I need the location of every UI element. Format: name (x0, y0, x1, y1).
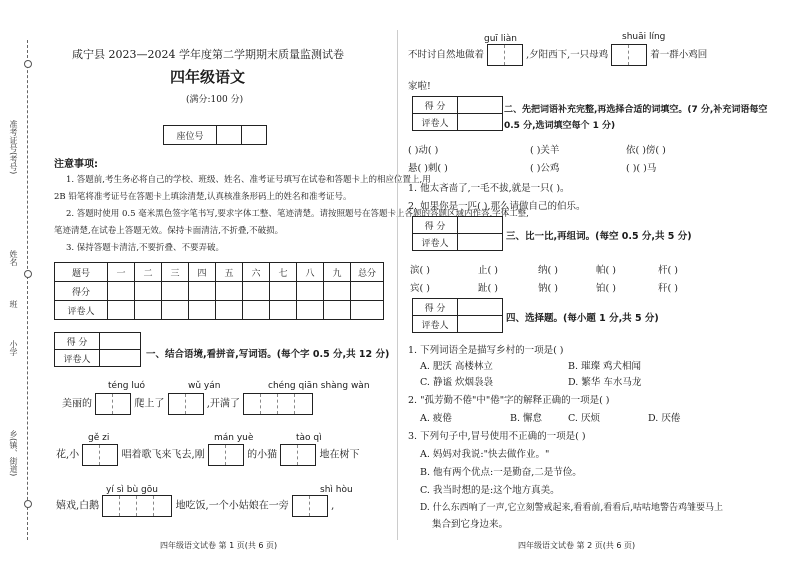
mc-question-1: 1. 下列词语全是描写乡村的一项是( ) (408, 345, 564, 356)
score-cell[interactable] (189, 282, 216, 301)
score-cell[interactable] (270, 282, 297, 301)
mc-option[interactable]: A. 疲倦 (420, 413, 452, 424)
score-cell[interactable] (216, 282, 243, 301)
grader-reviewer-label: 评卷人 (413, 316, 458, 333)
answer-box[interactable] (102, 495, 172, 517)
mc-option[interactable]: D. 厌倦 (648, 413, 681, 424)
score-header: 六 (243, 263, 270, 282)
score-header: 九 (324, 263, 351, 282)
sentence-text: ,开满了 (206, 398, 240, 410)
grader-score-cell[interactable] (458, 97, 503, 114)
town-label: 乡(镇、街道) (9, 430, 18, 477)
grader-score-cell[interactable] (458, 217, 503, 234)
page-footer-left: 四年级语文试卷 第 1 页(共 6 页) (160, 541, 278, 550)
grader-score-label: 得 分 (413, 299, 458, 316)
grader-reviewer-cell[interactable] (458, 234, 503, 251)
sentence-text: 爬上了 (134, 398, 165, 410)
score-header: 总分 (351, 263, 384, 282)
score-header: 题号 (55, 263, 108, 282)
seat-cell[interactable] (217, 126, 242, 145)
pinyin-label: gě zi (88, 433, 110, 443)
score-cell[interactable] (108, 282, 135, 301)
grader-reviewer-label: 评卷人 (413, 114, 458, 131)
grader-box-4 (412, 298, 503, 333)
word-fill[interactable]: ( )动( ) (408, 145, 439, 156)
answer-box[interactable] (208, 444, 244, 466)
compare-pair[interactable]: 趾( ) (478, 283, 498, 294)
question-2-1: 1. 他太吝啬了,一毛不拔,就是一只( )。 (408, 183, 570, 194)
section-2-title: 二、先把词语补充完整,再选择合适的词填空。(7 分,补充词语每空 0.5 分,选词填空每个 1 分) (504, 105, 768, 131)
sentence-text: 嬉戏,白鹅 (56, 500, 100, 512)
total-score: (满分:100 分) (186, 95, 244, 105)
pinyin-label: shuāi líng (622, 32, 666, 42)
compare-pair[interactable]: 秆( ) (658, 283, 678, 294)
score-cell[interactable] (351, 301, 384, 320)
question-2-2: 2. 如果你是一匹( ),那么请做自己的伯乐。 (408, 201, 586, 212)
seat-label: 座位号 (164, 126, 217, 145)
grader-reviewer-cell[interactable] (100, 350, 141, 367)
sentence-line-1 (62, 393, 313, 415)
grader-score-label: 得 分 (413, 217, 458, 234)
score-cell[interactable] (162, 282, 189, 301)
mc-option[interactable]: D. 繁华 车水马龙 (568, 377, 642, 388)
sentence-text: , (331, 500, 335, 512)
cut-line (27, 40, 28, 540)
score-cell[interactable] (243, 301, 270, 320)
note-line: 1. 答题前,考生务必将自己的学校、班级、姓名、准考证号填写在试卷和答题卡上的相应位置上,用 (66, 175, 431, 185)
note-line: 3. 保持答题卡清洁,不要折叠、不要弄破。 (66, 243, 225, 253)
exam-number-label: 准考证号(考号) (9, 120, 18, 175)
note-line: 2B 铅笔将准考证号在答题卡上填涂清楚,认真核准条形码上的姓名和准考证号。 (54, 192, 352, 202)
word-fill[interactable]: ( )关羊 (530, 145, 560, 156)
sentence-text: 美丽的 (62, 398, 92, 410)
class-label: 班 (9, 300, 18, 308)
sentence-text: 地吃饭,一个小姑娘在一旁 (175, 500, 289, 512)
grader-score-label: 得 分 (55, 333, 100, 350)
compare-pair[interactable]: 铂( ) (596, 283, 616, 294)
section-4-title: 四、选择题。(每小题 1 分,共 5 分) (506, 313, 659, 324)
score-cell[interactable] (216, 301, 243, 320)
sentence-text: 着一群小鸡回 (650, 49, 708, 61)
compare-pair[interactable]: 纳( ) (538, 265, 558, 276)
score-cell[interactable] (189, 301, 216, 320)
page-divider (397, 30, 398, 540)
score-header: 八 (297, 263, 324, 282)
sentence-text: 不时讨自然地做着 (408, 49, 485, 61)
answer-box[interactable] (280, 444, 316, 466)
mc-option-continued: 集合到它身边来。 (432, 519, 509, 530)
compare-pair[interactable]: 钠( ) (538, 283, 558, 294)
mc-option[interactable]: C. 厌烦 (568, 413, 600, 424)
word-fill[interactable]: 悬( )刺( ) (408, 163, 448, 174)
score-cell[interactable] (297, 282, 324, 301)
mc-option[interactable]: B. 璀璨 鸡犬相闻 (568, 361, 642, 372)
mc-question-2: 2. "孤芳勤不倦"中"倦"字的解释正确的一项是( ) (408, 395, 610, 406)
notes-title: 注意事项: (54, 159, 98, 170)
sentence-line-2 (56, 444, 360, 466)
grader-box-1 (54, 332, 141, 367)
sentence-text: 地在树下 (319, 449, 360, 461)
seat-cell[interactable] (242, 126, 267, 145)
word-fill[interactable]: 依( )傍( ) (626, 145, 666, 156)
score-header: 二 (135, 263, 162, 282)
score-cell[interactable] (243, 282, 270, 301)
grader-box-3 (412, 216, 503, 251)
answer-box[interactable] (82, 444, 118, 466)
exam-header: 咸宁县 2023—2024 学年度第二学期期末质量监测试卷 (72, 48, 344, 61)
binding-hole (24, 60, 32, 68)
score-header: 四 (189, 263, 216, 282)
answer-box[interactable] (487, 44, 523, 66)
grader-reviewer-label: 评卷人 (413, 234, 458, 251)
score-header: 五 (216, 263, 243, 282)
name-label: 姓名 (9, 250, 18, 266)
answer-box[interactable] (243, 393, 313, 415)
answer-box[interactable] (168, 393, 204, 415)
pinyin-label: shì hòu (320, 485, 353, 495)
compare-pair[interactable]: 滨( ) (410, 265, 430, 276)
mc-option[interactable]: C. 我当时想的是:这个地方真美。 (420, 485, 560, 496)
binding-hole (24, 270, 32, 278)
note-line: 笔迹清楚,在试卷上答题无效。保持卡面清洁,不折叠,不破损。 (54, 226, 284, 236)
pinyin-label: wǔ yán (188, 381, 221, 391)
pinyin-label: yí sì bù gōu (106, 485, 158, 495)
score-cell[interactable] (297, 301, 324, 320)
pinyin-label: chéng qiān shàng wàn (268, 381, 370, 391)
score-cell[interactable] (324, 301, 351, 320)
seat-box (163, 125, 267, 145)
score-cell[interactable] (270, 301, 297, 320)
grader-reviewer-cell[interactable] (458, 114, 503, 131)
mc-option[interactable]: A. 妈妈对我说:"快去做作业。" (420, 449, 550, 460)
grader-reviewer-label: 评卷人 (55, 350, 100, 367)
answer-box[interactable] (95, 393, 131, 415)
binding-hole (24, 500, 32, 508)
sentence-top (408, 44, 707, 66)
school-label: 小学 (9, 340, 18, 356)
sentence-text: 花,小 (56, 449, 80, 461)
sentence-text: 的小猫 (247, 449, 278, 461)
score-row-label: 评卷人 (55, 301, 108, 320)
word-fill[interactable]: ( )公鸡 (530, 163, 560, 174)
score-cell[interactable] (351, 282, 384, 301)
page-footer-right: 四年级语文试卷 第 2 页(共 6 页) (518, 541, 636, 550)
score-row-label: 得分 (55, 282, 108, 301)
score-cell[interactable] (135, 301, 162, 320)
pinyin-label: téng luó (108, 381, 146, 391)
sentence-top-end: 家啦! (408, 81, 431, 92)
grader-score-cell[interactable] (100, 333, 141, 350)
exam-title: 四年级语文 (170, 68, 246, 86)
grader-reviewer-cell[interactable] (458, 316, 503, 333)
pinyin-label: tào qì (296, 433, 322, 443)
mc-option[interactable]: A. 肥沃 高楼林立 (420, 361, 493, 372)
answer-box[interactable] (611, 44, 647, 66)
word-fill[interactable]: ( )( )马 (626, 163, 657, 174)
mc-option[interactable]: B. 他有两个优点:一是勤奋,二是节俭。 (420, 467, 582, 478)
mc-option[interactable]: B. 懈怠 (510, 413, 543, 424)
binding-margin (0, 0, 40, 561)
compare-pair[interactable]: 杆( ) (658, 265, 678, 276)
section-3-title: 三、比一比,再组词。(每空 0.5 分,共 5 分) (506, 231, 692, 242)
sentence-text: 唱着歌飞来飞去,刚 (121, 449, 205, 461)
answer-box[interactable] (292, 495, 328, 517)
mc-question-3: 3. 下列句子中,冒号使用不正确的一项是( ) (408, 431, 586, 442)
compare-pair[interactable]: 帕( ) (596, 265, 616, 276)
score-cell[interactable] (135, 282, 162, 301)
note-line: 2. 答题时使用 0.5 毫米黑色签字笔书写,要求字体工整、笔迹清楚。请按照题号在答题卡上各题的答题区域内作答,字体工整, (66, 209, 529, 219)
sentence-line-3 (56, 495, 334, 517)
score-cell[interactable] (324, 282, 351, 301)
sentence-text: ,夕阳西下,一只母鸡 (526, 49, 609, 61)
score-cell[interactable] (162, 301, 189, 320)
pinyin-label: mán yuè (214, 433, 254, 443)
section-1-title: 一、结合语境,看拼音,写词语。(每个字 0.5 分,共 12 分) (146, 349, 390, 360)
score-header: 七 (270, 263, 297, 282)
score-header: 一 (108, 263, 135, 282)
score-header: 三 (162, 263, 189, 282)
grader-box-2 (412, 96, 503, 131)
score-table (54, 262, 384, 320)
score-cell[interactable] (108, 301, 135, 320)
grader-score-label: 得 分 (413, 97, 458, 114)
compare-pair[interactable]: 宾( ) (410, 283, 430, 294)
grader-score-cell[interactable] (458, 299, 503, 316)
pinyin-label: guī liàn (484, 34, 517, 44)
mc-option[interactable]: C. 静谧 炊烟袅袅 (420, 377, 493, 388)
mc-option[interactable]: D. 什么东西响了一声,它立刻警戒起来,看看前,看看后,咕咕地警告鸡雏要马上 (420, 503, 724, 513)
compare-pair[interactable]: 止( ) (478, 265, 498, 276)
